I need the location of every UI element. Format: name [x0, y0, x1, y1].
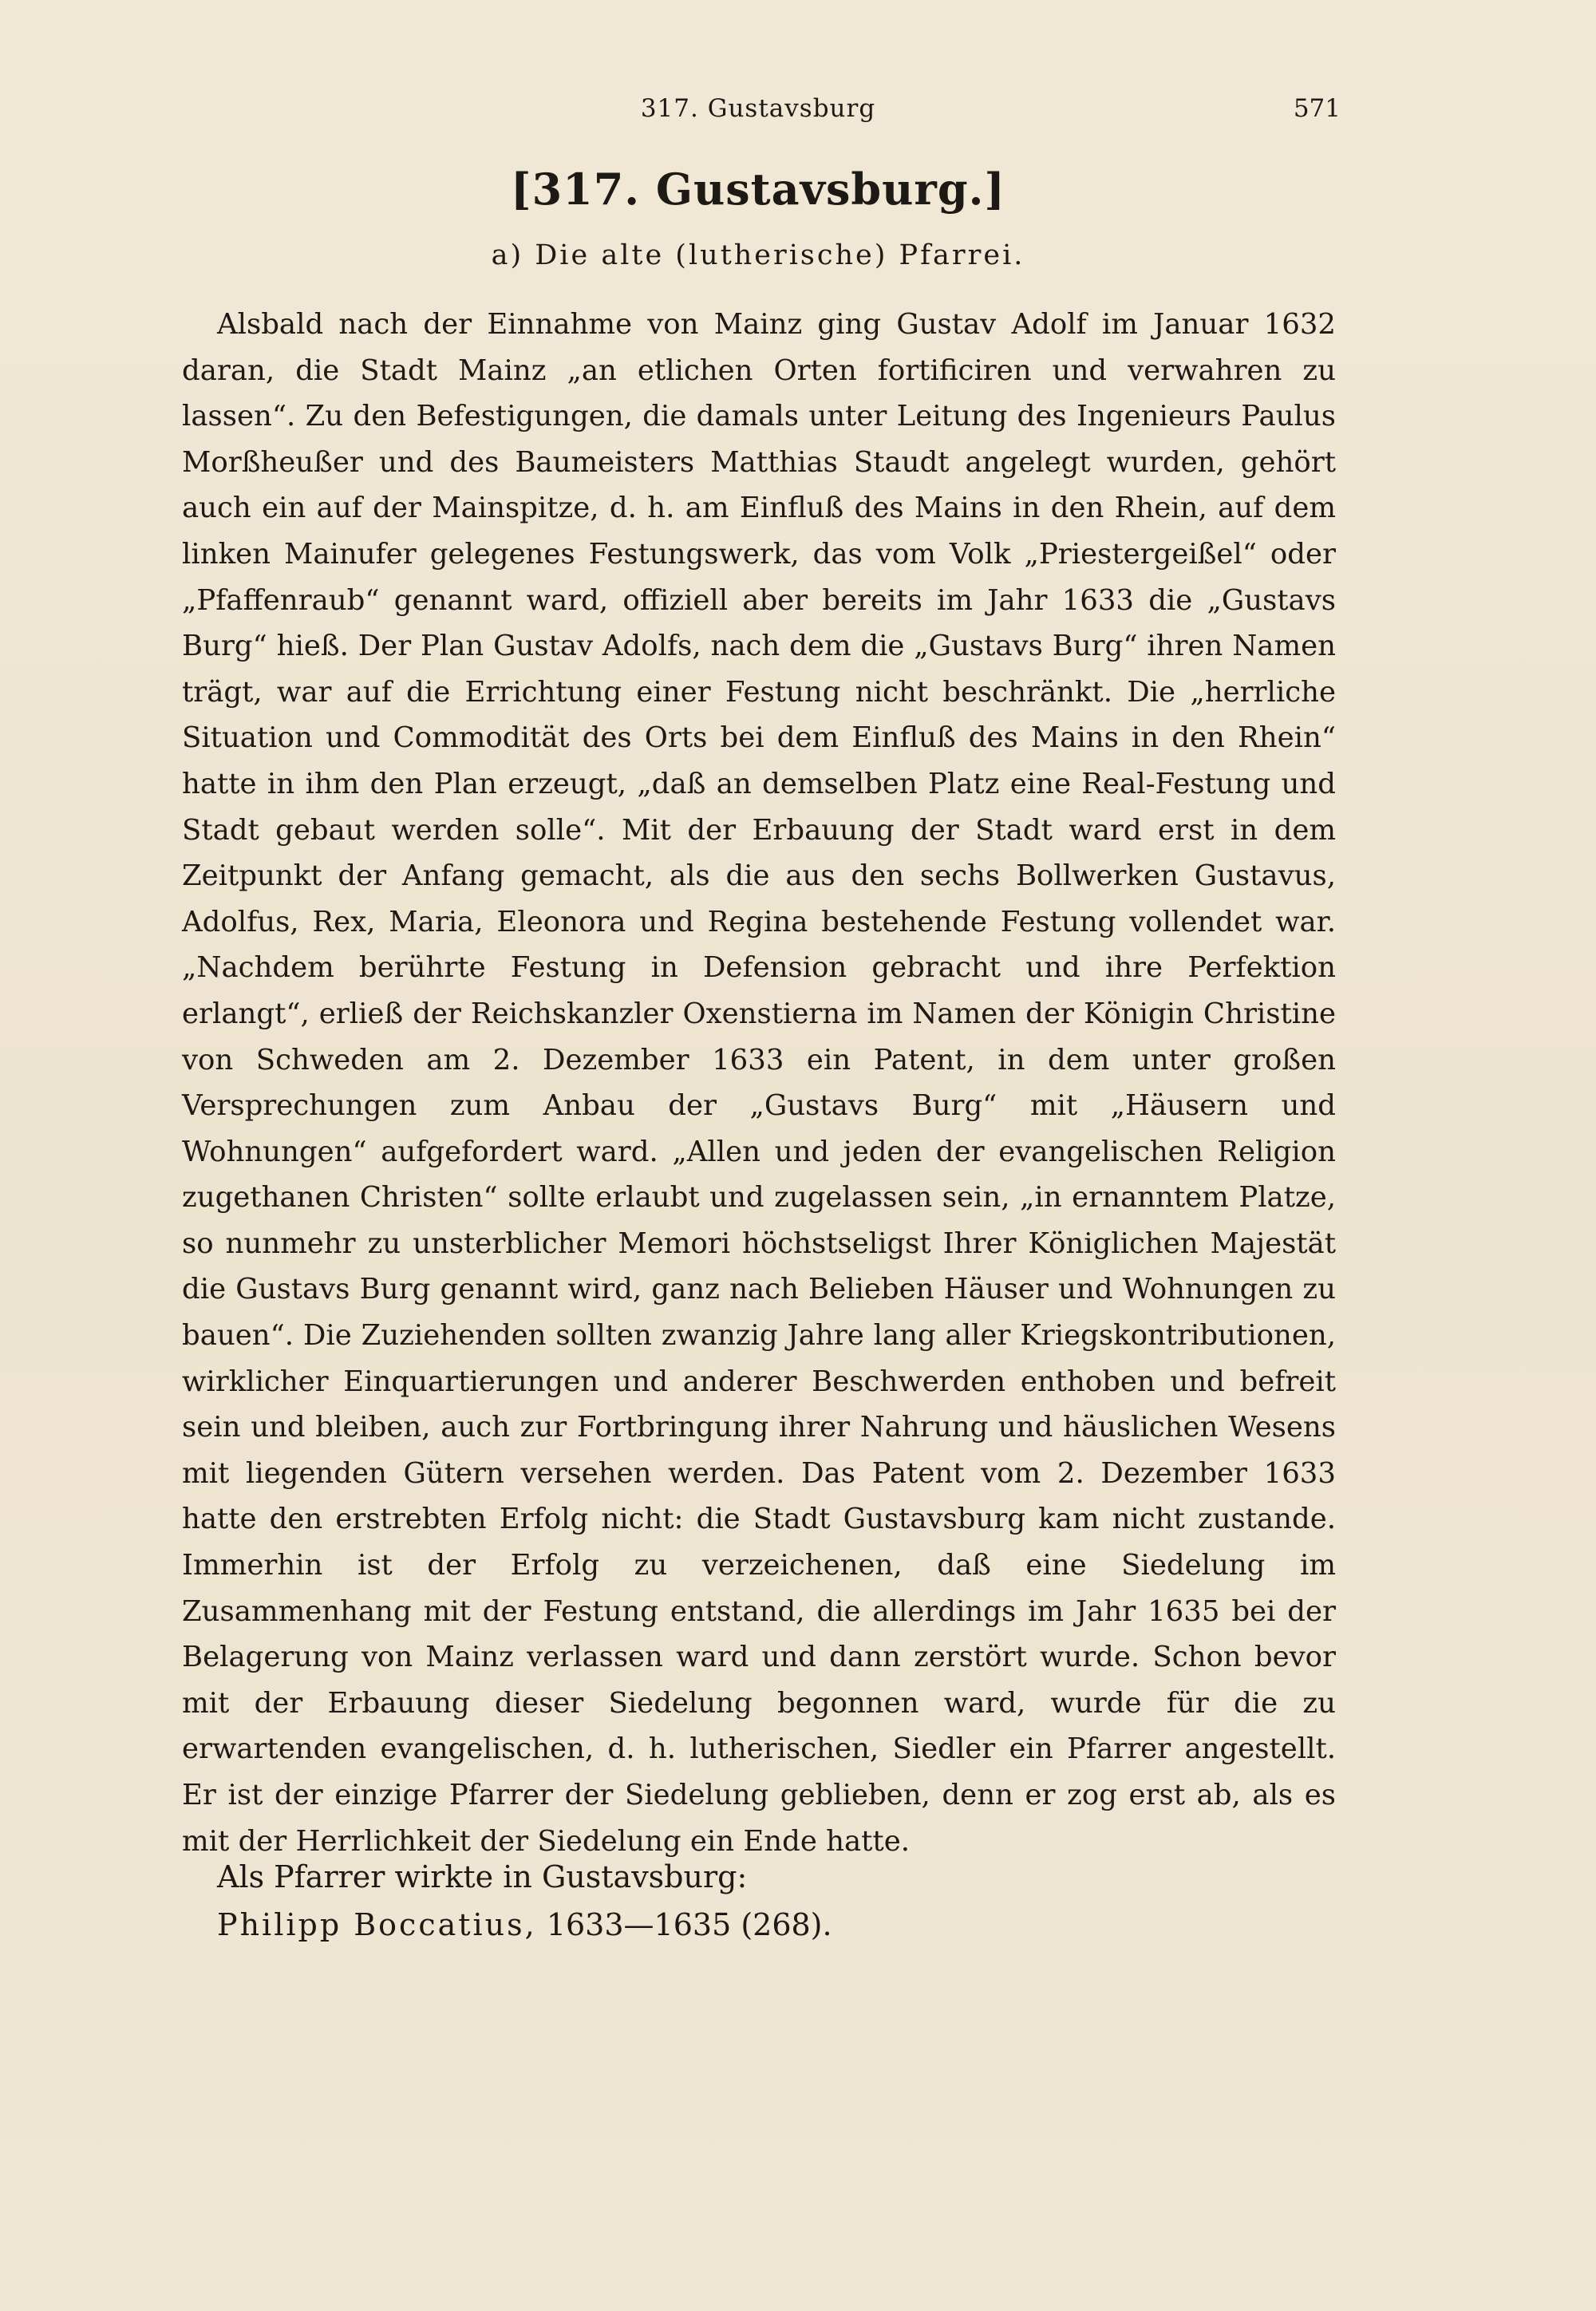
- pastor-dates: 1633—1635 (268).: [546, 1907, 832, 1942]
- pastor-name: Philipp Boccatius,: [217, 1907, 537, 1942]
- body-paragraph: Alsbald nach der Einnahme von Mainz ging Gustav Adolf im Januar 1632 daran, die Stadt Mainz „an etlichen Orten fortificiren und verwahren zu lassen“. Zu den Befestigungen, die damals unter Leitung des Ingenieurs Paulus Morßheußer und des Baumeisters Matthias Staudt angelegt wurden, gehört auch ein auf der Mainspitze, d. h. am Einfluß des Mains in den Rhein, auf dem linken Mainufer gelegenes Festungswerk, das vom Volk „Priestergeißel“ oder „Pfaffenraub“ genannt ward, offiziell aber bereits im Jahr 1633 die „Gustavs Burg“ hieß. Der Plan Gustav Adolfs, nach dem die „Gustavs Burg“ ihren Namen trägt, war auf die Errichtung einer Festung nicht beschränkt. Die „herrliche Situation und Commodität des Orts bei dem Einfluß des Mains in den Rhein“ hatte in ihm den Plan erzeugt, „daß an demselben Platz eine Real-Festung und Stadt gebaut werden solle“. Mit der Erbauung der Stadt ward erst in dem Zeitpunkt der Anfang gemacht, als die aus den sechs Bollwerken Gustavus, Adolfus, Rex, Maria, Eleonora und Regina bestehende Festung vollendet war. „Nachdem berührte Festung in Defension gebracht und ihre Perfektion erlangt“, erließ der Reichskanzler Oxenstierna im Namen der Königin Christine von Schweden am 2. Dezember 1633 ein Patent, in dem unter großen Versprechungen zum Anbau der „Gustavs Burg“ mit „Häusern und Wohnungen“ aufgefordert ward. „Allen und jeden der evangelischen Religion zugethanen Christen“ sollte erlaubt und zugelassen sein, „in ernanntem Platze, so nunmehr zu unsterblicher Memori höchstseligst Ihrer Königlichen Majestät die Gustavs Burg genannt wird, ganz nach Belieben Häuser und Wohnungen zu bauen“. Die Zuziehenden sollten zwanzig Jahre lang aller Kriegskontributionen, wirklicher Einquartierungen und anderer Beschwerden enthoben und befreit sein und bleiben, auch zur Fortbringung ihrer Nahrung und häuslichen Wesens mit liegenden Gütern versehen werden. Das Patent vom 2. Dezember 1633 hatte den erstrebten Erfolg nicht: die Stadt Gustavsburg kam nicht zustande. Immerhin ist der Erfolg zu verzeichenen, daß eine Siedelung im Zusammenhang mit der Festung entstand, die allerdings im Jahr 1635 bei der Belagerung von Mainz verlassen ward und dann zerstört wurde. Schon bevor mit der Erbauung dieser Siedelung begonnen ward, wurde für die zu erwartenden evangelischen, d. h. lutherischen, Siedler ein Pfarrer angestellt. Er ist der einzige Pfarrer der Siedelung geblieben, denn er zog erst ab, als es mit der Herrlichkeit der Siedelung ein Ende hatte.: [182, 308, 1336, 1858]
- pastor-entry: [217, 1901, 1254, 1949]
- section-title: a) Die alte (lutherische) Pfarrei.: [491, 239, 1025, 271]
- running-header: [176, 94, 1341, 134]
- pastor-heading: Als Pfarrer wirkte in Gustavsburg:: [217, 1859, 748, 1894]
- page-number: 571: [1293, 94, 1341, 123]
- chapter-title: [317. Gustavsburg.]: [511, 164, 1005, 215]
- pastor-list: [217, 1853, 1254, 1949]
- running-title: 317. Gustavsburg: [640, 94, 876, 123]
